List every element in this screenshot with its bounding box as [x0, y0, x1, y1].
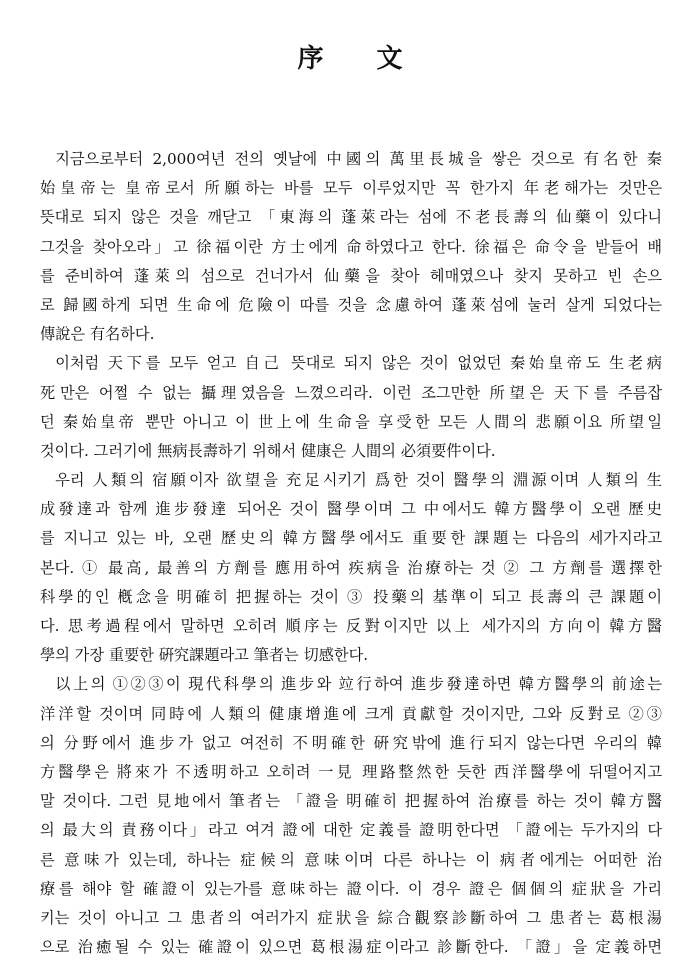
document-body — [40, 145, 662, 962]
text-line: 學의 가장 重要한 硏究課題라고 筆者는 切感한다. — [40, 646, 369, 665]
text-line: 른 意味가 있는데, 하나는 症候의 意味이며 다른 하나는 이 病者에게는 어떠한 治 — [40, 850, 662, 869]
text-line: 본다. ① 最高, 最善의 方劑를 應用하여 疾病을 治療하는 것 ② 그 方劑를 選擇한 — [40, 558, 662, 577]
text-line: 死만은 어쩔 수 없는 攝理였음을 느꼈으리라. 이런 조그만한 所望은 天下를 주름잡 — [40, 383, 662, 402]
text-line: 의 分野에서 進步가 없고 여전히 不明確한 硏究밖에 進行되지 않는다면 우리의 韓 — [40, 733, 662, 752]
paragraph — [40, 349, 662, 466]
text-line: 키는 것이 아니고 그 患者의 여러가지 症狀을 綜合觀察診斷하여 그 患者는 葛根湯 — [40, 908, 662, 927]
text-line: 以上의 ①②③이 現代科學의 進步와 竝行하여 進步發達하면 韓方醫學의 前途는 — [55, 675, 662, 694]
text-line: 方醫學은 將來가 不透明하고 오히려 一見 理路整然한 듯한 西洋醫學에 뒤떨어지고 — [40, 762, 662, 781]
text-line: 우리 人類의 宿願이자 欲望을 充足시키기 爲한 것이 醫學의 淵源이며 人類의 生 — [55, 471, 662, 490]
text-line: 成發達과 함께 進步發達 되어온 것이 醫學이며 그 中에서도 韓方醫學이 오랜 歷史 — [40, 500, 662, 519]
text-line: 의 最大의 責務이다」라고 여겨 證에 대한 定義를 證明한다면 「證에는 두가지의 다 — [40, 821, 662, 840]
text-line: 科學的인 槪念을 明確히 把握하는 것이 ③ 投藥의 基準이 되고 長壽의 큰 課題이 — [40, 587, 662, 606]
text-line: 를 준비하여 蓬萊의 섬으로 건너가서 仙藥을 찾아 헤매였으나 찾지 못하고 빈 손으 — [40, 266, 662, 285]
text-line: 傳說은 有名하다. — [40, 325, 155, 344]
page-title: 序 文 — [297, 44, 425, 74]
paragraph — [40, 670, 662, 962]
text-line: 다. 思考過程에서 말하면 오히려 順序는 反對이지만 以上 세가지의 方向이 韓方醫 — [40, 617, 662, 635]
text-line: 始皇帝는 皇帝로서 所願하는 바를 모두 이루었지만 꼭 한가지 年老해가는 것만은 — [40, 179, 662, 198]
text-line: 그것을 찾아오라」고 徐福이란 方士에게 命하였다고 한다. 徐福은 命令을 받들어 배 — [40, 237, 662, 256]
text-line: 뜻대로 되지 않은 것을 깨닫고 「東海의 蓬萊라는 섬에 不老長壽의 仙藥이 있다니 — [40, 208, 662, 227]
paragraph — [40, 466, 662, 670]
text-line: 으로 治癒될 수 있는 確證이 있으면 葛根湯症이라고 診斷한다. 「證」을 定義하면 — [40, 938, 662, 957]
text-line: 것이다. 그러기에 無病長壽하기 위해서 健康은 人間의 必須要件이다. — [40, 441, 496, 460]
text-line: 던 秦始皇帝 뿐만 아니고 이 世上에 生命을 享受한 모든 人間의 悲願이요 所望일 — [40, 412, 662, 431]
text-line: 療를 해야 할 確證이 있는가를 意味하는 證이다. 이 경우 證은 個個의 症狀을 가리 — [40, 879, 662, 898]
text-line: 말 것이다. 그런 見地에서 筆者는 「證을 明確히 把握하여 治療를 하는 것이 韓方醫 — [40, 792, 662, 811]
text-line: 이처럼 天下를 모두 얻고 自己 뜻대로 되지 않은 것이 없었던 秦始皇帝도 生老病 — [55, 354, 662, 373]
paragraph — [40, 145, 662, 349]
text-line: 를 지니고 있는 바, 오랜 歷史의 韓方醫學에서도 重要한 課題는 다음의 세가지라고 — [40, 529, 662, 548]
text-line: 로 歸國하게 되면 生命에 危險이 따를 것을 念慮하여 蓬萊섬에 눌러 살게 되었다는 — [40, 295, 662, 314]
text-line: 洋洋할 것이며 同時에 人類의 健康增進에 크게 貢獻할 것이지만, 그와 反對로 ②③ — [40, 704, 662, 723]
text-line: 지금으로부터 2,000여년 전의 옛날에 中國의 萬里長城을 쌓은 것으로 有名한 秦 — [55, 150, 662, 168]
